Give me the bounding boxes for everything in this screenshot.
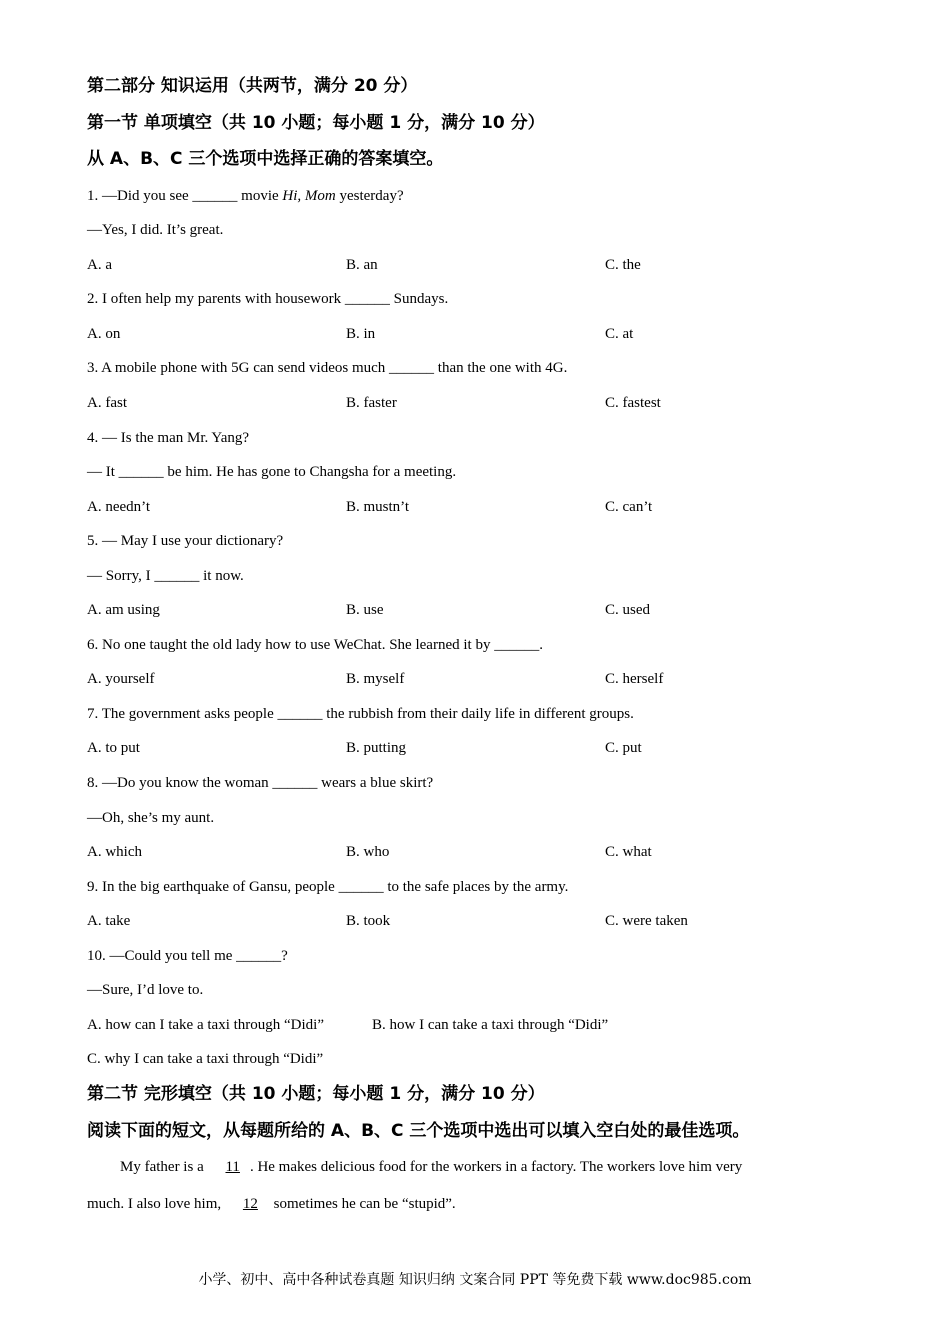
- section2-instruction: 阅读下面的短文，从每题所给的 A、B、C 三个选项中选出可以填入空白处的最佳选项。: [87, 1121, 750, 1141]
- q6-option-a: A. yourself: [87, 671, 155, 687]
- q2-option-c: C. at: [605, 326, 634, 342]
- q3-option-b: B. faster: [346, 395, 397, 411]
- question-10: 10. —Could you tell me ______?: [87, 948, 288, 964]
- section2-title: 第二节 完形填空（共 10 小题；每小题 1 分，满分 10 分）: [87, 1084, 545, 1104]
- question-4: 4. — Is the man Mr. Yang?: [87, 430, 250, 446]
- q7-option-b: B. putting: [346, 740, 407, 756]
- q5-option-b: B. use: [346, 602, 384, 618]
- q9-option-b: B. took: [346, 913, 391, 929]
- q10-option-b: B. how I can take a taxi through “Didi”: [372, 1017, 609, 1033]
- q7-option-c: C. put: [605, 740, 642, 756]
- q3-option-c: C. fastest: [605, 395, 661, 411]
- q2-option-a: A. on: [87, 326, 121, 342]
- question-1: 1. —Did you see ______ movie Hi, Mom yesterday?: [87, 188, 404, 204]
- blank-12: 12: [242, 1196, 258, 1212]
- q8-option-c: C. what: [605, 844, 652, 860]
- blank-11: 11: [225, 1159, 240, 1175]
- q5-option-a: A. am using: [87, 602, 160, 618]
- question-1-answer-line: —Yes, I did. It’s great.: [87, 222, 224, 238]
- q9-option-a: A. take: [87, 913, 131, 929]
- question-5-line-2: — Sorry, I ______ it now.: [87, 568, 244, 584]
- page-footer: 小学、初中、高中各种试卷真题 知识归纳 文案合同 PPT 等免费下载 www.doc985.com: [198, 1272, 752, 1288]
- q1-option-c: C. the: [605, 257, 641, 273]
- question-8-line-2: —Oh, she’s my aunt.: [87, 810, 215, 826]
- q8-option-a: A. which: [87, 844, 142, 860]
- question-10-line-2: —Sure, I’d love to.: [87, 982, 204, 998]
- q10-option-c: C. why I can take a taxi through “Didi”: [87, 1051, 324, 1067]
- q5-option-c: C. used: [605, 602, 650, 618]
- section1-title: 第一节 单项填空（共 10 小题；每小题 1 分，满分 10 分）: [87, 113, 545, 133]
- q4-option-a: A. needn’t: [87, 499, 151, 515]
- part-title: 第二部分 知识运用（共两节，满分 20 分）: [87, 76, 418, 96]
- q4-option-c: C. can’t: [605, 499, 653, 515]
- question-6: 6. No one taught the old lady how to use WeChat. She learned it by ______.: [87, 637, 543, 653]
- question-7: 7. The government asks people ______ the rubbish from their daily life in different groups.: [87, 706, 634, 722]
- q8-option-b: B. who: [346, 844, 390, 860]
- question-9: 9. In the big earthquake of Gansu, people ______ to the safe places by the army.: [87, 879, 569, 895]
- q3-option-a: A. fast: [87, 395, 127, 411]
- q4-option-b: B. mustn’t: [346, 499, 410, 515]
- question-8: 8. —Do you know the woman ______ wears a blue skirt?: [87, 775, 434, 791]
- question-5: 5. — May I use your dictionary?: [87, 533, 284, 549]
- question-2: 2. I often help my parents with housework ______ Sundays.: [87, 291, 449, 307]
- q1-option-a: A. a: [87, 257, 112, 273]
- cloze-paragraph-line-2: much. I also love him, 12 sometimes he can be “stupid”.: [87, 1196, 456, 1212]
- q1-option-b: B. an: [346, 257, 378, 273]
- q6-option-c: C. herself: [605, 671, 664, 687]
- question-4-line-2: — It ______ be him. He has gone to Changsha for a meeting.: [87, 464, 457, 480]
- q2-option-b: B. in: [346, 326, 376, 342]
- question-3: 3. A mobile phone with 5G can send videos much ______ than the one with 4G.: [87, 360, 568, 376]
- q6-option-b: B. myself: [346, 671, 405, 687]
- cloze-paragraph-line-1: My father is a 11 . He makes delicious food for the workers in a factory. The workers love him very: [120, 1159, 743, 1175]
- q7-option-a: A. to put: [87, 740, 140, 756]
- q9-option-c: C. were taken: [605, 913, 688, 929]
- q10-option-a: A. how can I take a taxi through “Didi”: [87, 1017, 325, 1033]
- movie-title: Hi, Mom: [282, 188, 336, 204]
- section1-instruction: 从 A、B、C 三个选项中选择正确的答案填空。: [87, 149, 444, 169]
